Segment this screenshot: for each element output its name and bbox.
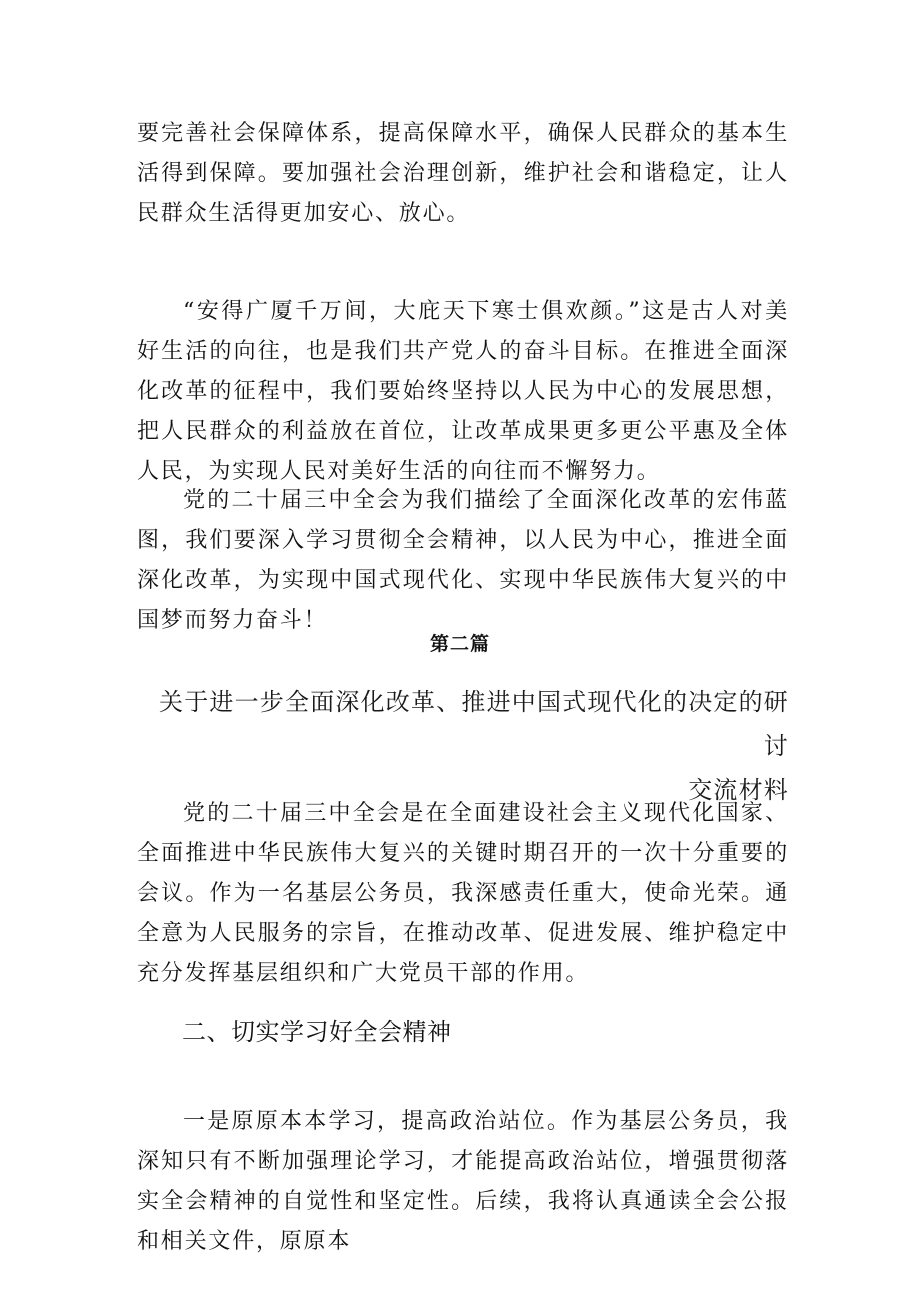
paragraph-blueprint: 党的二十届三中全会为我们描绘了全面深化改革的宏伟蓝图，我们要深入学习贯彻全会精神，以人民为中心，推进全面深化改革，为实现中国式现代化、实现中华民族伟大复兴的中国梦而努力奋斗！ — [137, 488, 789, 633]
document-title-line-2: 交流材料 — [688, 776, 789, 804]
paragraph-study-original: 一是原原本本学习，提高政治站位。作为基层公务员，我深知只有不断加强理论学习，才能提高政治站位，增强贯彻落实全会精神的自觉性和坚定性。后续，我将认真通读全会公报和相关文件，原原本 — [137, 1109, 789, 1254]
paragraph-social-security: 要完善社会保障体系，提高保障水平，确保人民群众的基本生活得到保障。要加强社会治理创新，维护社会和谐稳定，让人民群众生活得更加安心、放心。 — [137, 121, 789, 226]
paragraph-plenum-intro: 党的二十届三中全会是在全面建设社会主义现代化国家、全面推进中华民族伟大复兴的关键时期召开的一次十分重要的会议。作为一名基层公务员，我深感责任重大，使命光荣。通全意为人民服务的宗旨，在推动改革、促进发展、维护稳定中充分发挥基层组织和广大党员干部的作用。 — [137, 801, 789, 986]
paragraph-better-life: “安得广厦千万间，大庇天下寒士俱欢颜。”这是古人对美好生活的向往，也是我们共产党人的奋斗目标。在推进全面深化改革的征程中，我们要始终坚持以人民为中心的发展思想，把人民群众的利益放在首位，让改革成果更多更公平惠及全体人民，为实现人民对美好生活的向往而不懈努力。 — [137, 299, 789, 484]
document-title-line-1: 关于进一步全面深化改革、推进中国式现代化的决定的研讨 — [159, 688, 789, 760]
document-title — [137, 680, 789, 812]
section-label: 第二篇 — [429, 633, 490, 655]
subheading-study-spirit: 二、切实学习好全会精神 — [182, 1018, 452, 1046]
